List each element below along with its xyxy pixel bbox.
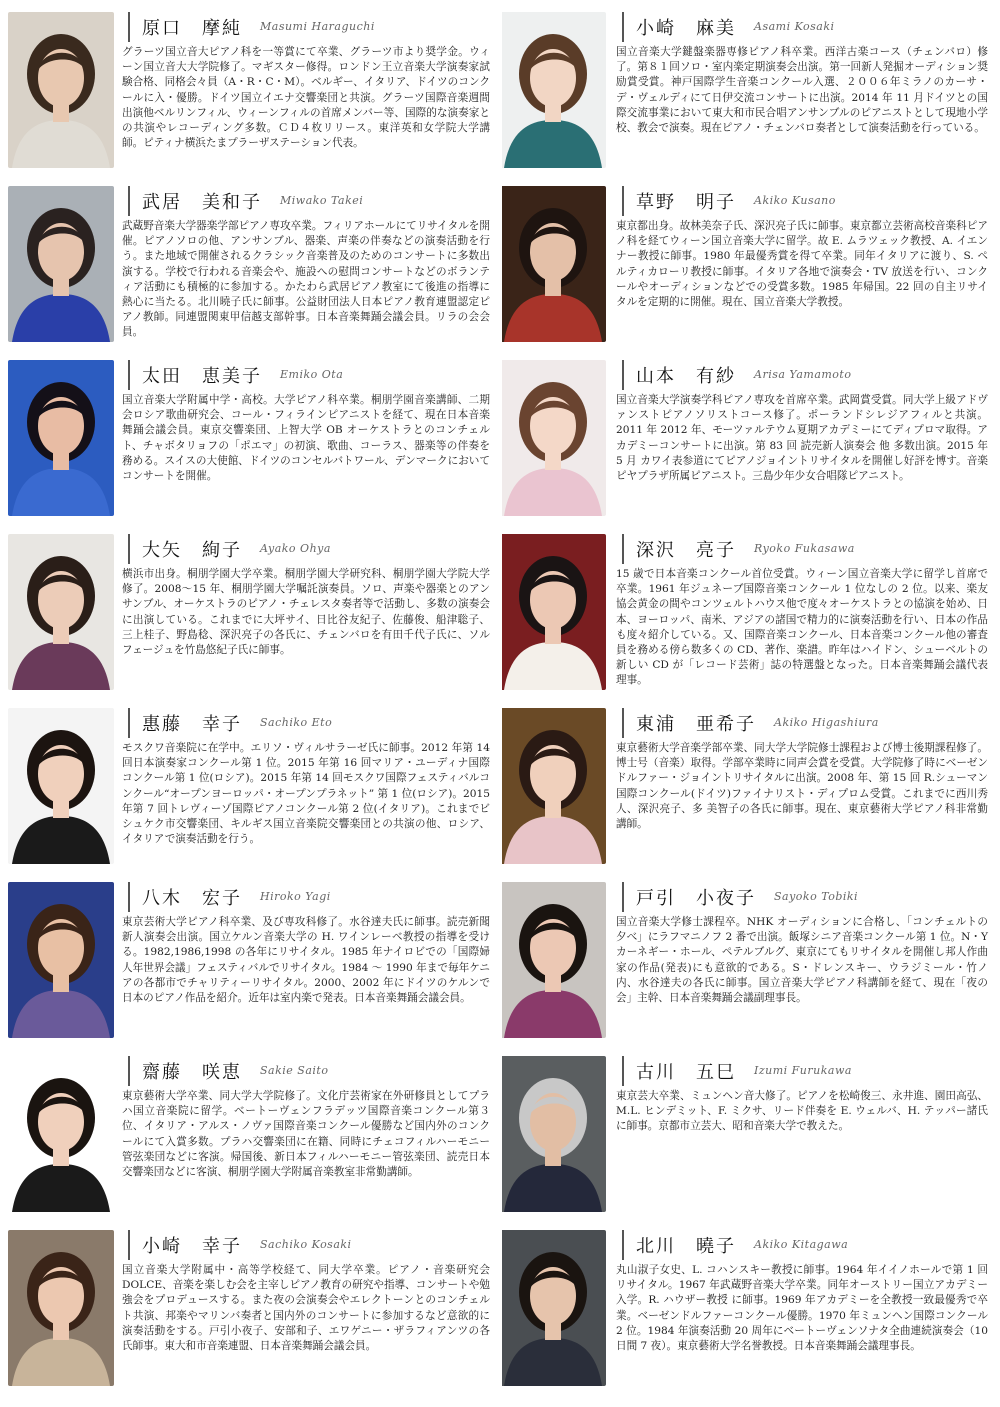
musician-profile (8, 182, 502, 356)
musician-name: 齋藤 咲恵 (142, 1062, 242, 1083)
name-divider-bar (128, 186, 130, 216)
musician-name-romanized: Emiko Ota (280, 368, 344, 381)
musician-name-romanized: Sakie Saito (260, 1064, 329, 1077)
musician-biography: 国立音楽大学附属中・高等学校経て、同大学卒業。ピアノ・音楽研究会 DOLCE、音楽を楽しむ会を主宰しピアノ教育の研究や指導、コンサートや勉強会をプロデュースする。また夜の会演奏会やエレクトーンとのコンチェルト共演、邦楽やマリンバ奏者と国内外のコンサートに参加するなど意欲的に演奏活動をする。戸引小夜子、安部和子、エワゲニー・ザラフィアンツの各氏師事。東大和市音楽連盟、日本音楽舞踊会議会員。 (122, 1264, 490, 1353)
musician-name: 戸引 小夜子 (636, 888, 756, 909)
musician-name-romanized: Sayoko Tobiki (774, 890, 859, 903)
musician-name: 大矢 絢子 (142, 540, 242, 561)
musician-profile (502, 1226, 992, 1400)
musician-biography: モスクワ音楽院に在学中。エリソ・ヴィルサラーゼ氏に師事。2012 年第 14 回日本演奏家コンクール第 1 位。2015 年第 16 回マリア・ユーディナ国際コンクール第 1 位(ロシア)。2015 年第 14 回モスクワ国際フェスティバルコンクール“オープンヨーロッパ・オープンプラネット” 第 1 位(ロシア)。2015 年第 7 回トレヴィーゾ国際ピアノコンクール第 2 位(イタリア)。これまでビシュケク市交響楽団、キルギス国立音楽院交響楽団との共演の他、ロシア、イタリアで演奏活動を行う。 (122, 742, 490, 846)
musician-profile (8, 530, 502, 704)
musician-name: 深沢 亮子 (636, 540, 736, 561)
musician-profile (502, 878, 992, 1052)
musician-biography: 東京藝術大学音楽学部卒業、同大学大学院修士課程および博士後期課程修了。博士号（音楽）取得。学部卒業時に同声会賞を受賞。大学院修了時にベーゼンドルファー・ジョイントリサイタルに出演。2008 年、第 15 回 R.シューマン国際コンクール(ドイツ)ファイナリスト・ディプロム受賞。これまでに西川秀人、深沢亮子、多 美智子の各氏に師事。現在、東京藝術大学ピアノ科非常勤講師。 (616, 742, 988, 831)
name-divider-bar (622, 1230, 624, 1260)
musician-biography: 横浜市出身。桐朋学園大学卒業。桐朋学園大学研究科、桐朋学園大学院大学修了。2008～15 年、桐朋学園大学嘱託演奏員。ソロ、声楽や器楽とのアンサンブル、オーケストラのピアノ・チェレスタ奏者等で活動し、多数の演奏会に出演している。これまでに大坪サイ、日比谷友紀子、佐藤俊、船津聡子、三上桂子、野島稔、深沢亮子の各氏に、チェンバロを有田千代子氏に、ソルフェージュを竹島悠紀子氏に師事。 (122, 568, 490, 657)
name-divider-bar (128, 708, 130, 738)
musician-biography: グラーツ国立音大ピアノ科を一等賞にて卒業、グラーツ市より奨学金。ウィーン国立音大大学院修了。マギスター修得。ロンドン王立音楽大学演奏家試験合格、同格会々員（A・R・C・M）。ベルギー、イタリア、ドイツのコンクールに入・優勝。ドイツ国立イエナ交響楽団と共演。グラーツ国際音楽週間出演他ベルリンフィル、ウィーンフィルの首席メンバー等、国際的な演奏家との共演やレコーディング多数。ＣＤ４枚リリース。東洋英和女学院大学講師。ピティナ横浜たまプラーザステーション代表。 (122, 46, 490, 150)
musician-name: 古川 五巳 (636, 1062, 736, 1083)
musician-name-romanized: Arisa Yamamoto (754, 368, 852, 381)
portrait-photo (8, 186, 114, 342)
portrait-photo (8, 1056, 114, 1212)
musician-name: 武居 美和子 (142, 192, 262, 213)
portrait-photo (502, 882, 606, 1038)
name-divider-bar (622, 708, 624, 738)
musician-name-romanized: Akiko Higashiura (774, 716, 879, 729)
musician-profile (502, 704, 992, 878)
name-divider-bar (128, 1230, 130, 1260)
musician-biography: 東京芸術大学ピアノ科卒業、及び専攻科修了。水谷達夫氏に師事。読売新聞新人演奏会出演。国立ケルン音楽大学の H. ワインレーベ教授の指導を受ける。1982,1986,1998 の各年にリサイタル。1985 年ナイロビでの「国際婦人年世界会議」フェスティバルでリサイタル。1984 ～ 1990 年まで毎年ケニアの各都市でチャリティーリサイタル。2000、2002 年にドイツのケルンで日本のピアノ作品を紹介。近年は室内楽で発表。日本音楽舞踊会議会員。 (122, 916, 490, 1005)
name-divider-bar (128, 1056, 130, 1086)
musician-biography: 東京藝術大学卒業、同大学大学院修了。文化庁芸術家在外研修員としてプラハ国立音楽院に留学。ベートーヴェンフラデッツ国際音楽コンクール第３位、イタリア・アルス・ノヴァ国際音楽コンクール優勝など国内外のコンクールにて入賞多数。プラハ交響楽団に在籍、同時にチェコフィルハーモニー管弦楽団などに客演。帰国後、新日本フィルハーモニー管弦楽団、読売日本交響楽団などに客演、桐朋学園大学附属音楽教室非常勤講師。 (122, 1090, 490, 1179)
musician-profile (502, 1052, 992, 1226)
musician-biography: 国立音楽大学鍵盤楽器専修ピアノ科卒業。西洋古楽コース（チェンバロ）修了。第８１回ソロ・室内楽定期演奏会出演。第一回新人発掘オーディション奨励賞受賞。神戸国際学生音楽コンクール入選、２００６年ミラノのカーサ・デ・ヴェルディにて日伊交流コンサートに出演。2014 年 11 月ドイツとの国際交流事業において東大和市民合唱アンサンブルのピアニストとして現地小学校、教会で演奏。現在ピアノ・チェンバロ奏者として演奏活動を行っている。 (616, 46, 988, 135)
musician-profile (502, 182, 992, 356)
musician-profile (8, 1226, 502, 1400)
musician-name: 小崎 幸子 (142, 1236, 242, 1257)
musician-name: 惠藤 幸子 (142, 714, 242, 735)
name-divider-bar (128, 882, 130, 912)
musician-profile (8, 8, 502, 182)
musician-name: 東浦 亜希子 (636, 714, 756, 735)
musician-profile (8, 356, 502, 530)
musician-name-romanized: Sachiko Kosaki (260, 1238, 352, 1251)
portrait-photo (502, 708, 606, 864)
name-divider-bar (128, 534, 130, 564)
portrait-photo (502, 360, 606, 516)
musician-biography: 武蔵野音楽大学器楽学部ピアノ専攻卒業。フィリアホールにてリサイタルを開催。ピアノソロの他、アンサンブル、器楽、声楽の伴奏などの演奏活動を行う。また地域で開催されるクラシック音楽普及のためのコンサートに多数出演する。学校で行われる音楽会や、施設への慰問コンサートなどのボランティア活動にも積極的に参加する。かたわら武居ピアノ教室にて後進の指導に熱心に当たる。北川曉子氏に師事。公益財団法人日本ピアノ教育連盟認定ピアノ教師。同連盟関東甲信越支部幹事。日本音楽舞踊会議会員。リラの会会員。 (122, 220, 490, 339)
musician-biography: 丸山淑子女史、L. コハンスキー教授に師事。1964 年イイノホールで第 1 回リサイタル。1967 年武蔵野音楽大学卒業。同年オーストリー国立アカデミー入学。R. ハウザー教授 に師事。1969 年アカデミーを全教授一致最優秀で卒業。ベーゼンドルファーコンクール優勝。1970 年ミュンヘン国際コンクール 2 位。1984 年演奏活動 20 周年にベートーヴェンソナタ全曲連続演奏会（10 日間 7 夜）。東京藝術大学名誉教授。日本音楽舞踊会議理事長。 (616, 1264, 988, 1353)
musician-name-romanized: Sachiko Eto (260, 716, 333, 729)
portrait-photo (8, 12, 114, 168)
musician-biography: 東京芸大卒業、ミュンヘン音大修了。ピアノを松崎俊三、永井進、園田高弘、M.L. ヒンデミット、F. ミクサ、リード伴奏を E. ウェルバ、H. テッパー諸氏に師事。京都市立芸大、昭和音楽大学で教えた。 (616, 1090, 988, 1133)
musician-name-romanized: Hiroko Yagi (260, 890, 331, 903)
portrait-photo (502, 534, 606, 690)
musician-biography: 東京都出身。故林美奈子氏、深沢亮子氏に師事。東京都立芸術高校音楽科ピアノ科を経てウィーン国立音楽大学に留学。故 E. ムラツェック教授、A. イエンナー教授に師事。1980 年最優秀賞を得て卒業。同年イタリアに渡り、S. ペルティカローリ教授に師事。イタリア各地で演奏会・TV 放送を行い、コンクールやオーディションなどでの受賞多数。1985 年帰国。22 回の自主リサイタルを定期的に開催。現在、国立音楽大学教授。 (616, 220, 988, 309)
portrait-photo (502, 1056, 606, 1212)
musician-name: 山本 有紗 (636, 366, 736, 387)
name-divider-bar (622, 882, 624, 912)
portrait-photo (8, 708, 114, 864)
musician-name: 小崎 麻美 (636, 18, 736, 39)
portrait-photo (502, 186, 606, 342)
portrait-photo (8, 1230, 114, 1386)
musician-profile (502, 8, 992, 182)
musician-name: 原口 摩純 (142, 18, 242, 39)
name-divider-bar (622, 12, 624, 42)
musician-profile (8, 878, 502, 1052)
portrait-photo (8, 534, 114, 690)
musician-name-romanized: Asami Kosaki (754, 20, 835, 33)
musician-name-romanized: Ayako Ohya (260, 542, 331, 555)
musician-name-romanized: Masumi Haraguchi (260, 20, 375, 33)
name-divider-bar (622, 534, 624, 564)
musician-name: 草野 明子 (636, 192, 736, 213)
name-divider-bar (622, 1056, 624, 1086)
musician-profile-grid (8, 8, 992, 1400)
portrait-photo (8, 882, 114, 1038)
name-divider-bar (128, 360, 130, 390)
musician-name: 太田 恵美子 (142, 366, 262, 387)
portrait-photo (502, 12, 606, 168)
portrait-photo (8, 360, 114, 516)
musician-name-romanized: Miwako Takei (280, 194, 364, 207)
musician-biography: 15 歳で日本音楽コンクール首位受賞。ウィーン国立音楽大学に留学し首席で卒業。1961 年ジュネーブ国際音楽コンクール 1 位なしの 2 位。以来、楽友協会黄金の間やコンツェルトハウス他で度々オーケストラとの協演を始め、日本、ヨーロッパ、南米、アジアの諸国で精力的に演奏活動を行い、日本の作品も度々紹介している。又、国際音楽コンクール、日本音楽コンクール他の審査員を務める傍ら数多くの CD、著作、楽譜。昨年はハイドン、シューベルトの新しい CD が「レコード芸術」誌の特選盤となった。日本音楽舞踊会議代表理事。 (616, 568, 988, 687)
musician-name: 八木 宏子 (142, 888, 242, 909)
musician-profile (502, 530, 992, 704)
musician-profile (8, 704, 502, 878)
musician-biography: 国立音楽大学演奏学科ピアノ専攻を首席卒業。武岡賞受賞。同大学上級アドヴァンストピアノソリストコース修了。ポーランドシレジアフィルと共演。2011 年 2012 年、モーツァルテウム夏期アカデミーにてディプロマ取得。アカデミーコンサートに出演。第 83 回 読売新人演奏会 他 多数出演。2015 年 5 月 カワイ表参道にてピアノジョイントリサイタルを開催し好評を博す。音楽ピヤプラザ所属ピアニスト。三島少年少女合唱隊ピアニスト。 (616, 394, 988, 483)
musician-biography: 国立音楽大学附属中学・高校。大学ピアノ科卒業。桐朋学園音楽講師、二期会ロシア歌曲研究会、コール・フィラインピアニストを経て、現在日本音楽舞踊会議会員。東京交響楽団、上智大学 OB オーケストラとのコンチェルト、チャボタリョフの「ポエマ」の初演、歌曲、コーラス、器楽等の伴奏を務める。スイスの大使館、ドイツのコンセルバトワール、デンマークにおいてコンサートを開催。 (122, 394, 490, 483)
musician-name: 北川 曉子 (636, 1236, 736, 1257)
portrait-photo (502, 1230, 606, 1386)
musician-profile (502, 356, 992, 530)
musician-profile (8, 1052, 502, 1226)
musician-name-romanized: Akiko Kitagawa (754, 1238, 849, 1251)
name-divider-bar (128, 12, 130, 42)
musician-name-romanized: Ryoko Fukasawa (754, 542, 855, 555)
musician-biography: 国立音楽大学修士課程卒。NHK オーディションに合格し、「コンチェルトの夕べ」にラフマニノフ 2 番で出演。飯塚シニア音楽コンクール第 1 位。N・Y カーネギー・ホール、ペテルブルグ、東京にてもリサイタルを開催し邦人作曲家の作品(発表)にも意欲的である。S・ドレンスキー、ウラジミール・竹ノ内、水谷達夫の各氏に師事。国立音楽大学ピアノ科講師を経て、現在「夜の会」主幹、日本音楽舞踊会議副理事長。 (616, 916, 988, 1005)
name-divider-bar (622, 360, 624, 390)
musician-name-romanized: Akiko Kusano (754, 194, 836, 207)
musician-name-romanized: Izumi Furukawa (754, 1064, 852, 1077)
name-divider-bar (622, 186, 624, 216)
